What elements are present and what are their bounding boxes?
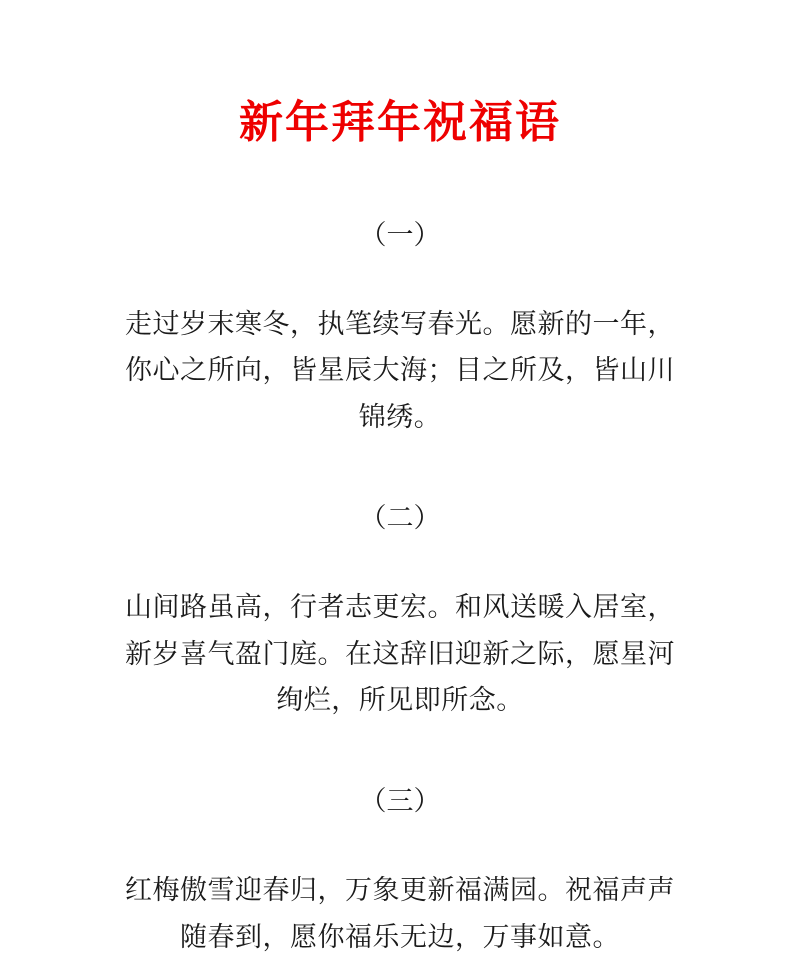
- section-three-number: （三）: [359, 786, 441, 817]
- section-two-number: （二）: [359, 503, 441, 534]
- section-two: [120, 500, 680, 723]
- section-one-body: 走过岁末寒冬，执笔续写春光。愿新的一年，你心之所向，皆星辰大海；目之所及，皆山川锦绣。: [125, 308, 675, 432]
- section-one: [120, 217, 680, 440]
- page-title: 新年拜年祝福语: [239, 98, 561, 147]
- section-three-body: 红梅傲雪迎春归，万象更新福满园。祝福声声随春到，愿你福乐无边，万事如意。: [125, 875, 675, 952]
- section-two-body: 山间路虽高，行者志更宏。和风送暖入居室，新岁喜气盈门庭。在这辞旧迎新之际，愿星河绚烂，所见即所念。: [125, 592, 675, 715]
- section-three: [120, 783, 680, 960]
- section-one-number: （一）: [359, 220, 441, 251]
